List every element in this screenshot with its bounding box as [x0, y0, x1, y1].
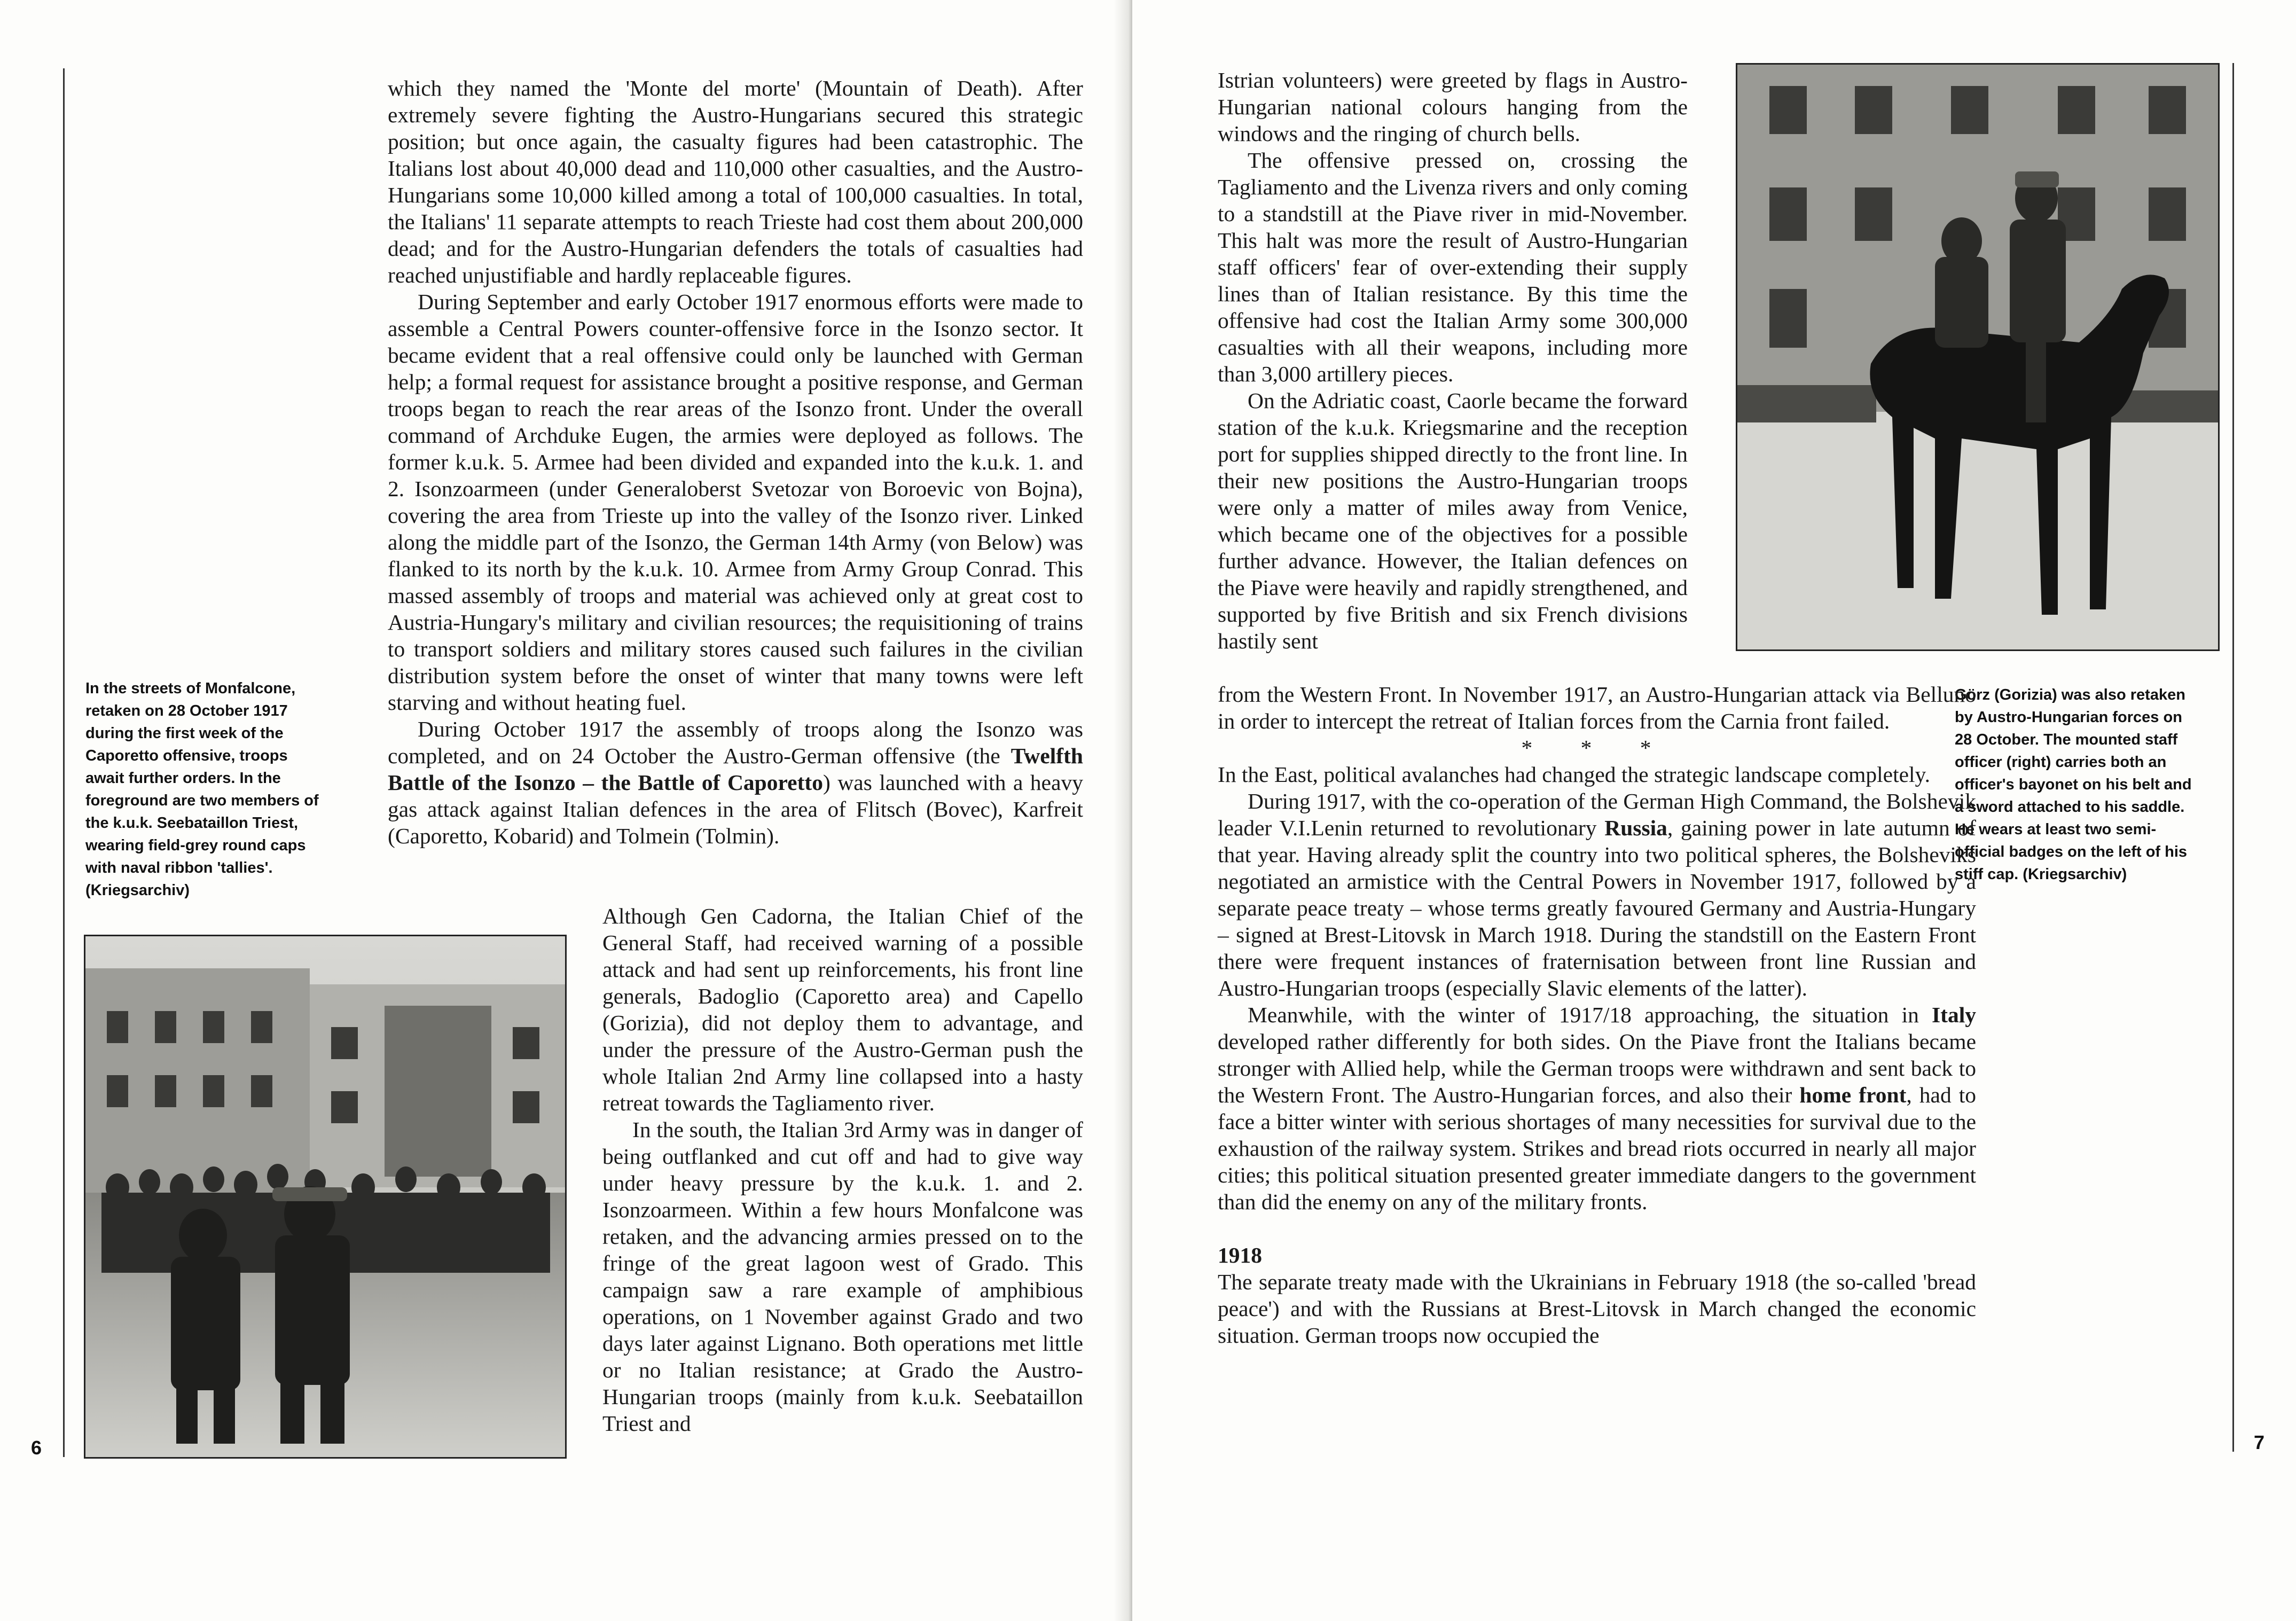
right-para-5: During 1917, with the co-operation of the German High Command, the Bolshevik leader V.I.Lenin returned to revolutionary Russia, gaining power in late autumn of that year. Having already split the country into two political spheres, the Bolsheviks negotiated an armistice with the Central Powers in November 1917, followed by a separate peace treaty – whose terms greatly favoured Germany and Austria-Hungary – signed at Brest-Litovsk in March 1918. During the standstill on the Eastern Front there were frequent instances of fraternisation between front line Russian and Austro-Hungarian troops (especially Slavic elements of the latter).: [1218, 789, 1976, 1000]
right-text-lower: [1218, 681, 1976, 1349]
battle-of-caporetto-bold: Twelfth Battle of the Isonzo – the Battle of Caporetto: [388, 743, 1084, 795]
monfalcone-photo-image: [85, 936, 565, 1457]
left-margin-rule: [63, 68, 65, 1457]
right-para-3: On the Adriatic coast, Caorle became the forward station of the k.u.k. Kriegsmarine and the reception port for supplies shipped directly to the front line. In their new positions the Austro-Hungarian troops were only a matter of miles away from Venice, which became one of the objectives for a possible further advance. However, the Italian defences on the Piave were heavily and rapidly strengthened, and supported by five British and six French divisions hastily sent: [1218, 388, 1688, 653]
left-page: [0, 0, 1132, 1621]
right-para-6: Meanwhile, with the winter of 1917/18 approaching, the situation in Italy developed rather differently for both sides. On the Piave front the Italians became stronger with Allied help, while the German troops were withdrawn and sent back to the Western Front. The Austro-Hungarian forces, and also their home front, had to face a bitter winter with serious shortages of many necessities for survival due to the exhaustion of the railway system. Strikes and bread riots occurred in nearly all major cities; this political situation presented greater immediate dangers to the government than did the enemy on any of the military fronts.: [1218, 1003, 1977, 1214]
right-para-3-cont: from the Western Front. In November 1917, an Austro-Hungarian attack via Belluno in order to intercept the retreat of Italian forces from the Carnia front failed.: [1218, 682, 1976, 733]
left-text-lower: [602, 903, 1083, 1437]
left-para-1: which they named the 'Monte del morte' (Mountain of Death). After extremely severe fighting the Austro-Hungarians secured this strategic position; but once again, the casualty figures had been catastrophic. The Italians lost about 40,000 dead and 110,000 other casualties, and the Austro-Hungarians some 10,000 killed among a total of 100,000 casualties. In total, the Italians' 11 separate attempts to reach Trieste had cost them about 200,000 dead; and for the Austro-Hungarian defenders the totals of casualties had reached unjustifiable and hardly replaceable figures.: [388, 76, 1083, 287]
gorz-photo-image: [1737, 65, 2218, 649]
right-margin-rule: [2232, 63, 2234, 1452]
left-text-upper: [388, 75, 1083, 849]
russia-bold: Russia: [1604, 816, 1667, 840]
left-page-number: 6: [31, 1437, 42, 1459]
italy-bold: Italy: [1932, 1003, 1977, 1027]
left-para-3-cont: Although Gen Cadorna, the Italian Chief of the General Staff, had received warning of a possible attack and had sent up reinforcements, his front line generals, Badoglio (Caporetto area) and Capello (Gorizia), did not deploy them to advantage, and under the pressure of the Austro-German push the whole Italian 2nd Army line collapsed into a hasty retreat towards the Tagliamento river.: [602, 904, 1083, 1115]
section-separator: * * *: [1521, 735, 1673, 760]
right-photo-caption: Görz (Gorizia) was also retaken by Austro-Hungarian forces on 28 October. The mounted staff officer (right) carries both an officer's bayonet on his belt and a sword attached to his saddle. He wears at least two semi-official badges on the left of his stiff cap. (Kriegsarchiv): [1955, 686, 2192, 883]
left-para-3: During October 1917 the assembly of troops along the Isonzo was completed, and on 24 October the Austro-German offensive (the Twelfth Battle of the Isonzo – the Battle of Caporetto) was launched with a heavy gas attack against Italian defences in the area of Flitsch (Bovec), Karfreit (Caporetto, Kobarid) and Tolmein (Tolmin).: [388, 717, 1084, 848]
left-para-4: In the south, the Italian 3rd Army was in danger of being outflanked and cut off and had to give way under heavy pressure by the k.u.k. 1. and 2. Isonzoarmeen. Within a few hours Monfalcone was retaken, and the advancing armies pressed on to the fringe of the great lagoon west of Grado. This campaign saw a rare example of amphibious operations, on 1 November against Grado and two days later against Lignano. Both operations met little or no Italian resistance; at Grado the Austro-Hungarian troops (mainly from k.u.k. Seebataillon Triest and: [602, 1117, 1083, 1436]
left-photo-caption: In the streets of Monfalcone, retaken on 28 October 1917 during the first week of the Caporetto offensive, troops await further orders. In the foreground are two members of the k.u.k. Seebataillon Triest, wearing field-grey round caps with naval ribbon 'tallies'. (Kriegsarchiv): [85, 680, 319, 899]
right-para-7: The separate treaty made with the Ukrainians in February 1918 (the so-called 'bread peace') and with the Russians at Brest-Litovsk in March changed the economic situation. German troops now occupied the: [1218, 1270, 1976, 1348]
heading-1918: 1918: [1218, 1243, 1262, 1267]
right-page: [1132, 0, 2296, 1621]
monfalcone-street-photo: [84, 935, 567, 1459]
right-para-2: The offensive pressed on, crossing the Tagliamento and the Livenza rivers and only coming to a standstill at the Piave river in mid-November. This halt was more the result of Austro-Hungarian staff officers' fear of over-extending their supply lines than of Italian resistance. By this time the offensive had cost the Italian Army some 300,000 casualties with all their weapons, including more than 3,000 artillery pieces.: [1218, 148, 1688, 386]
gorz-mounted-officer-photo: [1736, 63, 2220, 651]
right-page-number: 7: [2254, 1431, 2265, 1453]
right-para-4: In the East, political avalanches had changed the strategic landscape completely.: [1218, 762, 1930, 787]
right-text-upper: [1218, 67, 1688, 654]
home-front-bold: home front: [1799, 1083, 1907, 1107]
right-para-1: Istrian volunteers) were greeted by flags in Austro-Hungarian national colours hanging from the windows and the ringing of church bells.: [1218, 68, 1688, 146]
left-para-2: During September and early October 1917 enormous efforts were made to assemble a Central Powers counter-offensive force in the Isonzo sector. It became evident that a real offensive could only be launched with German help; a formal request for assistance brought a positive response, and German troops began to reach the rear areas of the Isonzo front. Under the overall command of Archduke Eugen, the armies were deployed as follows. The former k.u.k. 5. Armee had been divided and expanded into the k.u.k. 1. and 2. Isonzoarmeen (under Generaloberst Svetozar von Boroevic von Bojna), covering the area from Trieste up into the valley of the Isonzo river. Linked along the middle part of the Isonzo, the German 14th Army (von Below) was flanked to its north by the k.u.k. 10. Armee from Army Group Conrad. This massed assembly of troops and material was achieved only at great cost to Austria-Hungary's military and civilian resources; the requisitioning of trains to transport soldiers and military stores caused such failures in the civilian distribution system before the onset of winter that many towns were left starving and without heating fuel.: [388, 289, 1083, 715]
